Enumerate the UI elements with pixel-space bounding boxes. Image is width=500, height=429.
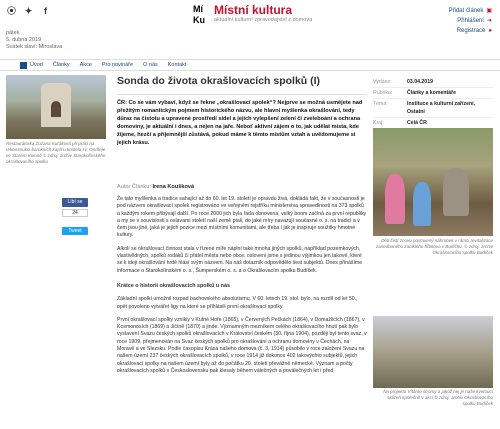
nav-o-nas[interactable]: O nás — [143, 62, 158, 68]
nav-uvod[interactable]: Úvod — [30, 62, 43, 68]
article-body — [117, 196, 367, 375]
login-icon: ➜ — [486, 18, 492, 24]
article-title: Sonda do života okrašlovacích spolků (I) — [117, 75, 367, 95]
home-icon[interactable] — [20, 62, 27, 69]
register-link[interactable]: Registrace ● — [456, 28, 492, 34]
file-plus-icon: ▣ — [486, 8, 492, 14]
article — [117, 75, 367, 381]
article-lead: ČR: Co se vám vybaví, když se řekne „okrašlovací spolek“? Nejprve se možná usmějete nad přežitým romantickým pojmem historického názvu, ale hlavní myšlenka okrašlování, tedy důraz na čistotu a upravené prostředí sídel a jejich vylepšení zelení či zveleboání a ochrana domoviny, je aktuální i dnes, a nejen na jaře. Neboť aktivní zájem o to, jak udělat místa, kde žijeme, hezčí a příjemnější zůstává, pokud máme k těmto místům vztah a uvědomujeme si jejich krásu. — [117, 100, 363, 147]
nav-pro-novinare[interactable]: Pro novináře — [101, 62, 134, 68]
article-photo-chapel[interactable] — [6, 75, 106, 139]
rss-icon[interactable]: ⦿ — [6, 6, 16, 16]
date-info — [6, 30, 62, 51]
date: 5. dubna 2019 — [6, 37, 42, 43]
meta-row: Kraj: Celá ČR — [373, 118, 493, 129]
like-count: 24 — [62, 209, 88, 217]
site-logo[interactable] — [193, 4, 312, 28]
photo-caption: Restaurátorka Zuzana Kuťáková při práci na rekonstrukci barokních kaplí u kostela sv. Ondřeje ve Starém Koloně © zdroj: archiv Starokolínského okrašlovacího spolku — [6, 141, 106, 164]
photo-caption: Děti čistí znovu postavený náhrobek v rámci revitalizace zanedbaného zaniklého hřbitova v Budíčku. © zdroj: archiv Okrašlovacího spolku Budíček — [375, 238, 493, 255]
day-name: pátek — [6, 30, 20, 36]
paragraph: Alkolí se okrašlovací činnost stala v řízené míře náplní také mnoha jiných spolků, například pozemkových, vlastivědných, spolků rodáků či přátel města nebo obce, osloveni jsme s jedinou výjimkou jen takové, které se k ideji okrašlování hrdě hlásí svým názvem. Na náš dotazník odpovědělo šest subjektů. Dnes přinášíme informace o Starokolínském o. s., Šumperském o. s. a o Okrašlovacím spolku Budíček. — [117, 245, 363, 274]
nav-akce[interactable]: Akce — [79, 62, 92, 68]
nav-clanky[interactable]: Články — [52, 62, 70, 68]
article-photo-children[interactable] — [373, 128, 493, 236]
add-article-link[interactable]: Přidat článek ▣ — [448, 8, 492, 14]
main-nav — [0, 59, 500, 71]
facebook-icon[interactable]: f — [44, 6, 47, 16]
section-heading: Krátce o historii okrašlovacích spolků u nás — [117, 282, 230, 289]
facebook-like-button[interactable]: Líbí se — [62, 198, 88, 207]
kraj-link[interactable]: Celá ČR — [407, 120, 427, 126]
tweet-button[interactable]: Tweet — [62, 227, 88, 235]
meta-row: Téma: Instituce a kulturní zařízení, Ostatní — [373, 99, 493, 118]
social-links — [6, 6, 51, 17]
share-widgets — [62, 198, 88, 235]
photo-caption: Na projektu Vítáme stromy a jakož nej je naše kvetoucí sklizeň společně v akci © zdroj: archiv Okrašlovacího spolku Budíček — [383, 389, 493, 406]
nav-kontakt[interactable]: Kontakt — [167, 62, 187, 68]
rubrika-link[interactable]: Články a komentáře — [407, 90, 457, 96]
user-icon: ● — [488, 28, 492, 34]
article-photo-trees[interactable] — [373, 316, 493, 388]
tema-link[interactable]: Instituce a kulturní zařízení, Ostatní — [407, 101, 476, 115]
site-title: Místní kultura — [214, 3, 293, 17]
login-link[interactable]: Přihlášení ➜ — [457, 18, 492, 24]
account-links — [449, 6, 492, 36]
site-subtitle: aktuální kulturní zpravodajství z domova — [214, 17, 313, 23]
paragraph: Základní spolkí umožnil rozpad bachovského absolutismu. V 60. letech 19. stol. bylo, na rozdíl od let 50., opět povoleno vytvářet ligy na které se přihlásili první okrašlovací spolky. — [117, 296, 358, 310]
paragraph: První okrašlovací spolky vznikly v Kutné Hoře (1865), v Červených Pečkách (1864), v Domažlicích (1867), v Kosmonosích (1869) a Jičíně (1870) a jinde. Významným mezníkem celého okrašlovacího hnutí pak bylo vystavení Svazu českých spolků okrašlovacích v Království českém (30. října 1904), později byl tento svaz, v roce 1909, přejmenován na Svaz českých spolků pro okrašlování a ochranu domoviny v Čechách, na Moravě a ve Slezsku. Podle časopisu Krása našeho domova (č. 3, 1914) působilo v roce založení Svazu na našem území 237 českých okrašlovacích spolků, v roce 1914 již dokonce 402 takovýchto subjektů, jejich okrašlovací spolky na našem území byly až do počátku 20. století převážně německé. Význam a počty okrašlovacích spolků v Československu pak klesaly během válečných a poválečných let i před — [117, 316, 367, 374]
meta-row: Vydáno: 03.04.2019 — [373, 77, 493, 88]
article-author: Autor Článku: Irena Koušková — [117, 184, 195, 190]
meta-row: Rubrika: Články a komentáře — [373, 88, 493, 99]
author-link[interactable]: Irena Koušková — [152, 184, 195, 190]
logo-mark: Mí Ku — [193, 4, 205, 25]
twitter-icon[interactable]: ✦ — [24, 6, 33, 16]
paragraph: Že tato myšlenka a tradice sahající až do 60. let 19. století je opravdu živá, dokládá fakt, že v současnosti je pod názvem okrašlovací spolek registrováno ve veřejném rejstříku ministerstva spravedlnosti na 373 spolků a každým rokem přibývají další. Po roce 2000 jich byla řada obnovena, velký boom začíná za první republiky a my se v souvislosti s oslavami století naší země ptali, do jaké míry navazují současné o. s. na tradici a v čem jsou jiné, jaká je jejich pozice mezi místními komunitami, ale třeba i jak je inspiruje soužitky hmotné kultury. — [117, 196, 367, 239]
header — [0, 0, 500, 58]
name-day: Svátek slaví: Miroslava — [6, 44, 63, 50]
article-meta — [373, 77, 493, 129]
